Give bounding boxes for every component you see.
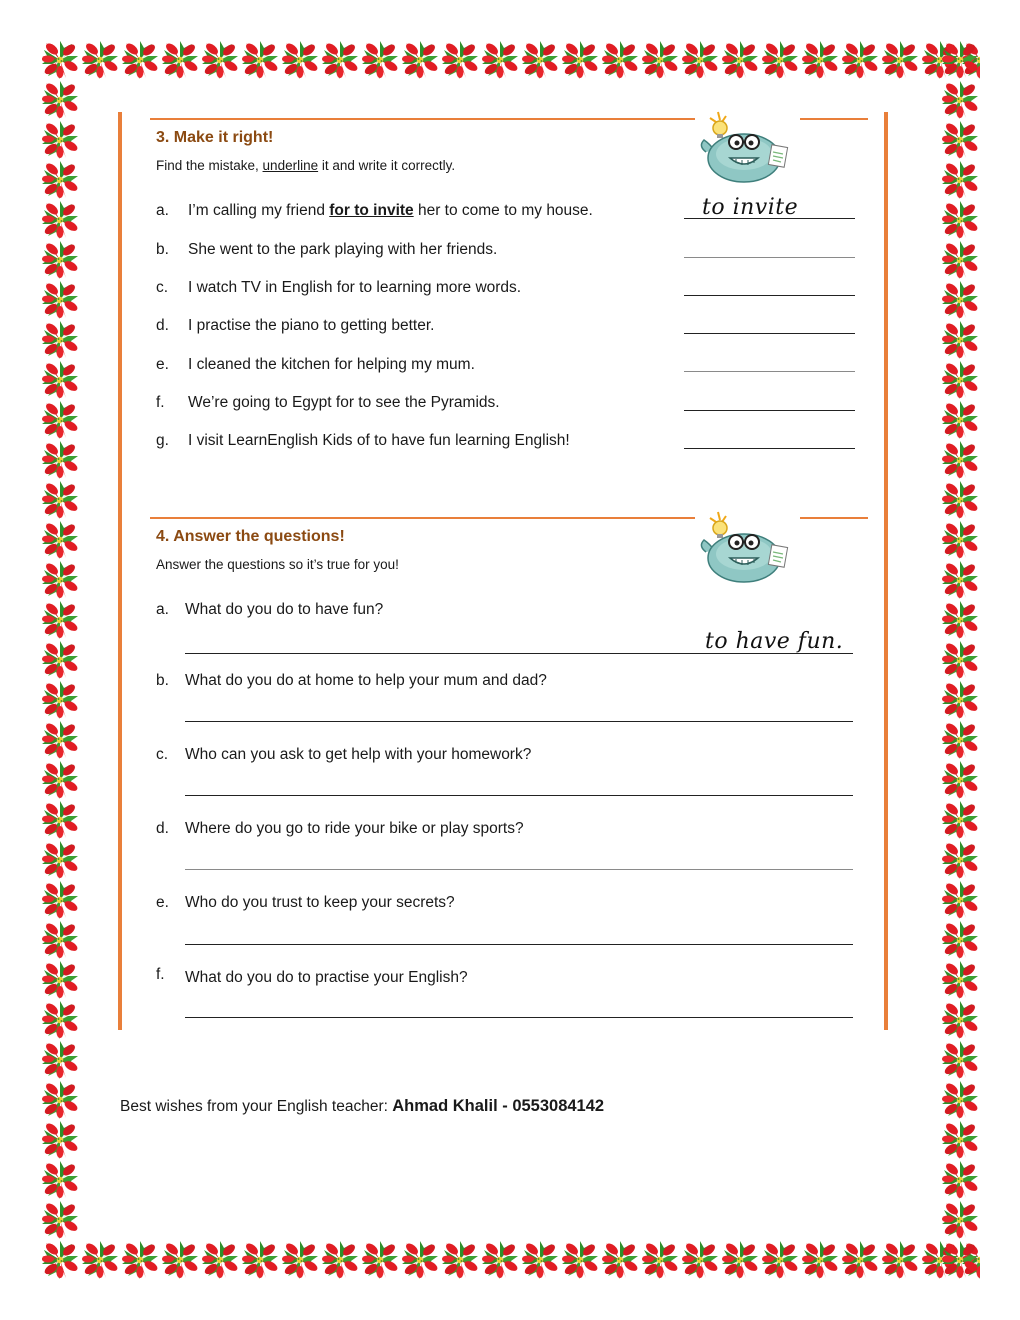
section3-answer-a[interactable]: to invite (702, 195, 799, 220)
section4-top-rule (150, 517, 695, 519)
decorative-border-top (40, 40, 980, 80)
answer-line[interactable] (185, 1017, 853, 1018)
section4-instruction: Answer the questions so it’s true for you! (156, 557, 399, 572)
section3-title: 3. Make it right! (156, 129, 274, 146)
footer-signature: Best wishes from your English teacher: Ahmad Khalil - 0553084142 (120, 1097, 605, 1115)
section3-instruction: Find the mistake, underline it and write it correctly. (156, 158, 456, 173)
mascot-icon (696, 508, 796, 586)
answer-line[interactable] (185, 944, 853, 945)
section3-top-rule (150, 118, 695, 120)
frame-right-line (884, 112, 888, 1030)
section3-top-rule-right (800, 118, 868, 120)
answer-line[interactable] (684, 295, 855, 296)
answer-line[interactable] (185, 653, 853, 654)
decorative-border-left (40, 40, 80, 1280)
answer-line[interactable] (684, 371, 855, 372)
answer-line[interactable] (684, 448, 855, 449)
answer-line[interactable] (185, 721, 853, 722)
answer-line[interactable] (684, 257, 855, 258)
answer-line[interactable] (185, 795, 853, 796)
frame-left-line (118, 112, 122, 1030)
mascot-icon (696, 108, 796, 186)
answer-line[interactable] (185, 869, 853, 870)
decorative-border-right (940, 40, 980, 1280)
answer-line[interactable] (684, 333, 855, 334)
decorative-border-bottom (40, 1240, 980, 1280)
answer-line[interactable] (684, 410, 855, 411)
section4-answer-a[interactable]: to have fun. (705, 629, 844, 654)
section4-top-rule-right (800, 517, 868, 519)
answer-line[interactable] (684, 218, 855, 219)
section4-title: 4. Answer the questions! (156, 528, 345, 545)
